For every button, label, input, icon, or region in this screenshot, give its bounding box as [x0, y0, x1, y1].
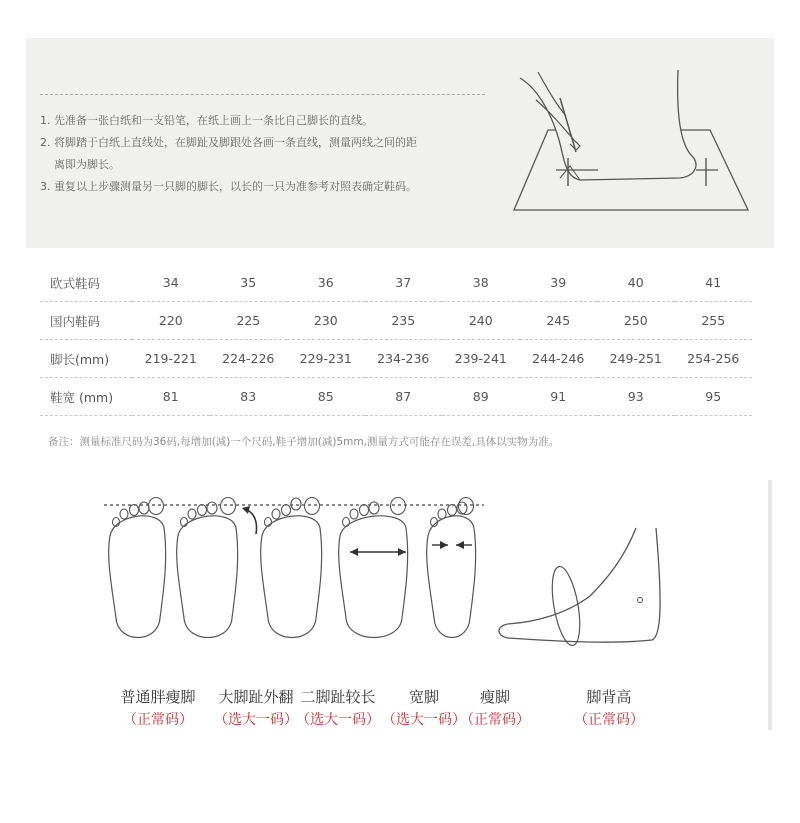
measure-instructions [40, 70, 470, 198]
size-cell: 91 [520, 378, 598, 416]
size-cell: 39 [520, 264, 598, 302]
row-label: 脚长(mm) [40, 340, 132, 378]
toe-outline [391, 498, 406, 515]
foot-type-name: 脚背高 [586, 688, 632, 706]
foot-type-name: 二脚趾较长 [300, 688, 376, 706]
toe-outline [198, 505, 207, 516]
size-cell: 219-221 [132, 340, 210, 378]
bunion-arrow [246, 510, 257, 534]
size-cell: 37 [365, 264, 443, 302]
size-cell: 83 [210, 378, 288, 416]
size-row [40, 302, 752, 340]
foot-type-name: 瘦脚 [479, 688, 510, 706]
toe-outline [120, 509, 128, 519]
foot-outline [261, 516, 322, 638]
foot-type-label [106, 686, 210, 729]
row-label: 鞋宽 (mm) [40, 378, 132, 416]
size-advice: （选大一码） [296, 712, 380, 728]
toe-outline [305, 498, 320, 515]
size-cell: 245 [520, 302, 598, 340]
size-cell: 235 [365, 302, 443, 340]
arrow-head [456, 541, 464, 549]
side-scrollbar-decoration [768, 480, 772, 730]
size-advice: （选大一码） [214, 712, 298, 728]
size-cell: 249-251 [597, 340, 675, 378]
toe-outline [360, 505, 369, 516]
foot-outline [427, 516, 476, 638]
size-cell: 234-236 [365, 340, 443, 378]
toe-outline [188, 509, 196, 519]
toe-outline [149, 498, 164, 515]
foot-measure-illustration [500, 60, 760, 220]
foot-type-label [566, 686, 652, 729]
size-row [40, 340, 752, 378]
size-cell: 41 [675, 264, 753, 302]
size-cell: 81 [132, 378, 210, 416]
toe-outline [448, 505, 457, 516]
size-cell: 87 [365, 378, 443, 416]
size-advice: （正常码） [460, 712, 530, 728]
size-cell: 220 [132, 302, 210, 340]
size-cell: 93 [597, 378, 675, 416]
size-advice: （选大一码） [382, 712, 466, 728]
instruction-step: 3. 重复以上步骤测量另一只脚的脚长，以长的一只为准参考对照表确定鞋码。 [40, 180, 417, 193]
toe-outline [350, 509, 358, 519]
foot-type-name: 普通胖瘦脚 [120, 688, 196, 706]
foot-outline [177, 516, 238, 638]
arrow-head [398, 548, 406, 556]
size-row [40, 264, 752, 302]
size-row [40, 378, 752, 416]
size-cell: 85 [287, 378, 365, 416]
toe-outline [291, 498, 301, 510]
size-cell: 230 [287, 302, 365, 340]
size-cell: 224-226 [210, 340, 288, 378]
instruction-step: 2. 将脚踏于白纸上直线处，在脚趾及脚跟处各画一条直线，测量两线之间的距 [40, 136, 417, 149]
instruction-step: 离即为脚长。 [54, 158, 120, 171]
foot-type-label [382, 686, 466, 729]
size-advice: （正常码） [574, 712, 644, 728]
size-cell: 38 [442, 264, 520, 302]
size-cell: 225 [210, 302, 288, 340]
toe-outline [221, 498, 236, 515]
row-label: 国内鞋码 [40, 302, 132, 340]
foot-types-illustration [96, 488, 666, 658]
foot-outline [339, 516, 408, 638]
foot-type-label [456, 686, 534, 729]
foot-type-name: 大脚趾外翻 [218, 688, 294, 706]
size-cell: 239-241 [442, 340, 520, 378]
size-advice: （正常码） [123, 712, 193, 728]
size-cell: 89 [442, 378, 520, 416]
toe-outline [272, 509, 280, 519]
size-chart-table [40, 264, 752, 416]
toe-outline [343, 518, 350, 527]
toe-outline [438, 509, 446, 519]
toe-outline [207, 502, 217, 514]
size-cell: 229-231 [287, 340, 365, 378]
toe-outline [369, 502, 379, 514]
size-note: 备注：测量标准尺码为36码,每增加(减)一个尺码,鞋子增加(减)5mm,测量方式可能存在误差,具体以实物为准。 [48, 436, 560, 448]
size-cell: 95 [675, 378, 753, 416]
size-cell: 254-256 [675, 340, 753, 378]
arrow-head [440, 541, 448, 549]
size-cell: 35 [210, 264, 288, 302]
toe-outline [139, 502, 149, 514]
size-cell: 36 [287, 264, 365, 302]
size-cell: 40 [597, 264, 675, 302]
foot-type-label [290, 686, 386, 729]
size-cell: 244-246 [520, 340, 598, 378]
size-cell: 34 [132, 264, 210, 302]
toe-outline [282, 505, 291, 516]
foot-type-name: 宽脚 [408, 688, 439, 706]
instruction-step: 1. 先准备一张白纸和一支铅笔，在纸上画上一条比自己脚长的直线。 [40, 114, 373, 127]
size-cell: 240 [442, 302, 520, 340]
size-cell: 255 [675, 302, 753, 340]
arrow-head [350, 548, 358, 556]
toe-outline [130, 505, 139, 516]
foot-outline [109, 516, 166, 638]
foot-type-labels [0, 686, 800, 736]
row-label: 欧式鞋码 [40, 264, 132, 302]
size-cell: 250 [597, 302, 675, 340]
side-foot-icon [499, 528, 660, 647]
arrow-head [242, 506, 250, 514]
